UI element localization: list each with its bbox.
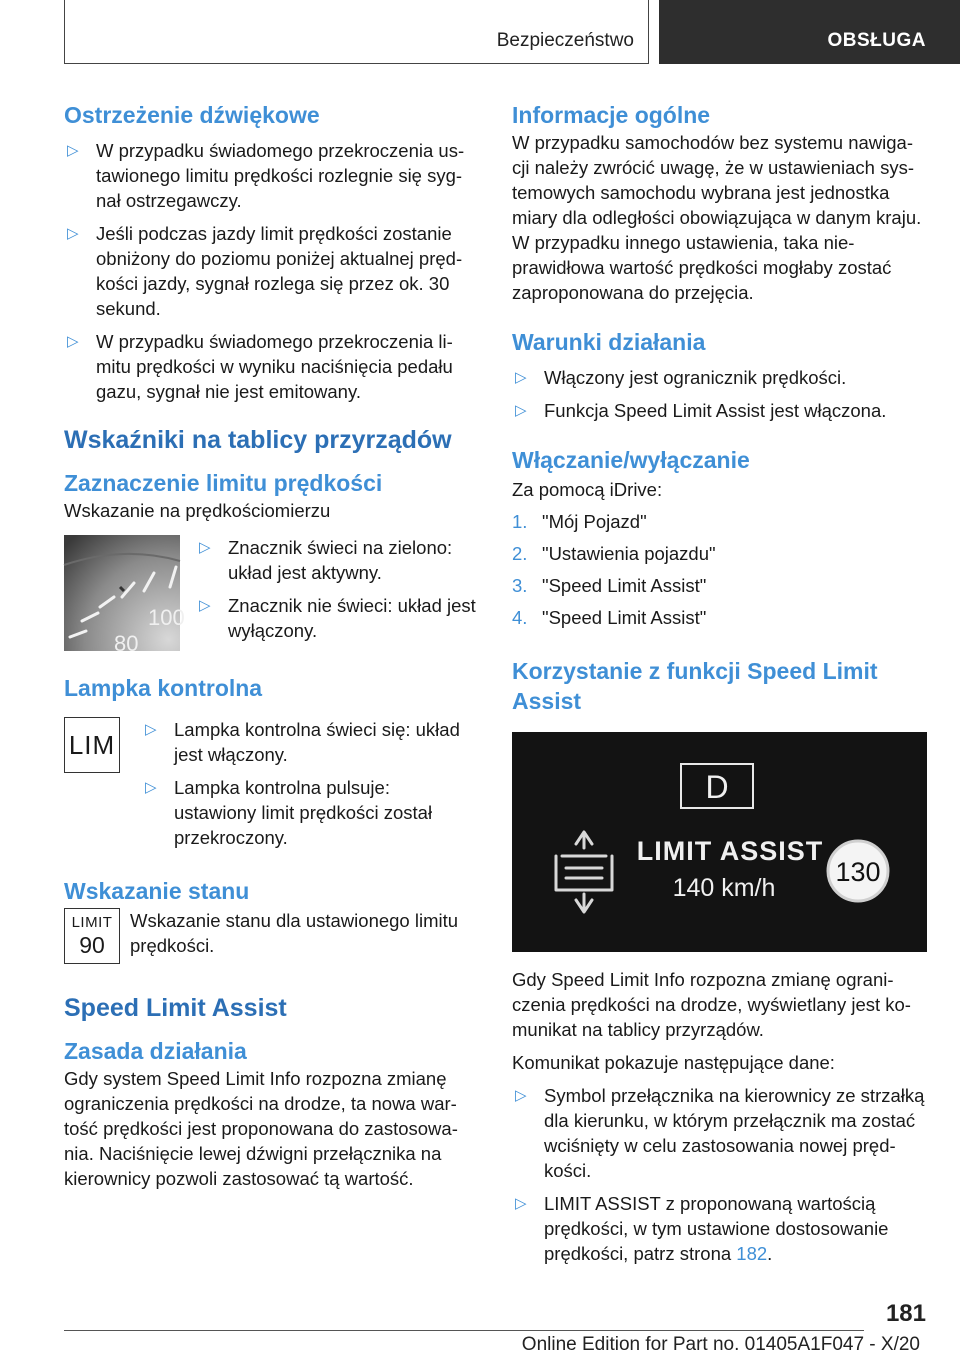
section-indicator-lamp: [64, 673, 476, 850]
section-general-info: [512, 100, 927, 305]
bullet-list: [142, 709, 476, 850]
chapter-heading-indicators: Wskaźniki na tablicy przyrządów: [64, 426, 452, 454]
edition-note: Online Edition for Part no. 01405A1F047 - X/20: [521, 1334, 920, 1355]
list-item: [64, 329, 476, 404]
section-principle: [64, 1036, 476, 1191]
step-text: "Ustawienia pojazdu": [542, 543, 716, 564]
heading: Wskazanie stanu: [64, 878, 250, 904]
section-audible-warning: [64, 100, 476, 404]
speedometer-image: [64, 535, 185, 656]
list-item: [196, 593, 476, 643]
right-column: [512, 100, 927, 1266]
general-text: W przypadku samochodów bez systemu nawiga-cji należy zwrócić uwagę, że w ustawieniach sys-temowych samochodu wybrana jest jednostka miary dla odległości obowiązująca w danym kraju. W przypadku innego ustawienia, taka nie-prawidłowa wartość prędkości mogłaby zostać zaproponowana do przejęcia.: [512, 132, 922, 303]
item-text: Funkcja Speed Limit Assist jest włączona.: [544, 400, 887, 421]
heading: Korzystanie z funkcji Speed Limit Assist: [512, 658, 878, 714]
item-text: Symbol przełącznika na kierownicy ze strzałką dla kierunku, w którym przełącznik ma zostać wciśnięty w celu zastosowania nowej pręd-kości.: [544, 1085, 925, 1181]
heading: Zasada działania: [64, 1038, 247, 1064]
item-text: LIMIT ASSIST z proponowaną wartością prędkości, w tym ustawione dostosowanie prędkości, patrz strona: [544, 1193, 889, 1264]
list-item: [512, 398, 927, 423]
step-item: [512, 509, 927, 534]
item-text: W przypadku świadomego przekroczenia us-tawionego limitu prędkości rozlegnie się syg-nał ostrzegawczy.: [96, 140, 465, 211]
list-item: [512, 365, 927, 390]
heading: Lampka kontrolna: [64, 675, 263, 701]
triangle-bullet-icon: ▷: [67, 333, 79, 350]
item-text-end: .: [767, 1243, 773, 1264]
gear-indicator: D: [705, 769, 729, 805]
instrument-display-image: [512, 732, 927, 952]
list-item: [64, 221, 476, 321]
chapter-heading-speed-limit-assist: Speed Limit Assist: [64, 994, 287, 1022]
description-text: Gdy Speed Limit Info rozpozna zmianę ograni-czenia prędkości na drodze, wyświetlany jest ko-munikat na tablicy przyrządów.: [512, 969, 911, 1040]
principle-text: Gdy system Speed Limit Info rozpozna zmianę ograniczenia prędkości na drodze, ta nowa war-tość prędkości jest proponowana do zastosowa-nia. Naciśnięcie lewej dźwigni przełącznika na kierownicy pozwoli zastosować tą wartość.: [64, 1068, 458, 1189]
item-text: Jeśli podczas jazdy limit prędkości zostanie obniżony do poziomu poniżej aktualnej pręd-kości jazdy, sygnał rozlega się przez ok. 30 sekund.: [96, 223, 463, 319]
limit-assist-label: LIMIT ASSIST: [636, 836, 824, 866]
heading: Informacje ogólne: [512, 102, 711, 128]
item-text: Włączony jest ogranicznik prędkości.: [544, 367, 847, 388]
section-conditions: [512, 327, 927, 423]
triangle-bullet-icon: ▷: [145, 721, 157, 738]
triangle-bullet-icon: ▷: [67, 142, 79, 159]
list-item: [142, 775, 476, 850]
bullet-list: [512, 365, 927, 423]
lim-indicator-icon: LIM: [64, 717, 120, 773]
step-item: [512, 573, 927, 598]
limit-label: LIMIT: [71, 914, 113, 931]
step-number: 4.: [512, 607, 528, 628]
limit-value: 90: [79, 932, 105, 958]
proposed-speed: 140 km/h: [672, 874, 776, 902]
step-text: "Mój Pojazd": [542, 511, 647, 532]
step-item: [512, 541, 927, 566]
section-using-speed-limit-assist: [512, 656, 927, 1266]
message-intro-text: Komunikat pokazuje następujące dane:: [512, 1052, 835, 1073]
triangle-bullet-icon: ▷: [145, 779, 157, 796]
triangle-bullet-icon: ▷: [67, 225, 79, 242]
gauge-label-80: 80: [114, 631, 139, 656]
section-status-display: [64, 876, 476, 964]
header-chapter-box: [659, 0, 960, 64]
item-text: Znacznik świeci na zielono: układ jest aktywny.: [228, 537, 453, 583]
heading: Warunki działania: [512, 329, 706, 355]
step-text: "Speed Limit Assist": [542, 607, 707, 628]
section-speed-limit-marker: [64, 468, 476, 656]
chapter-title: OBSŁUGA: [827, 30, 926, 51]
gauge-label-100: 100: [148, 605, 185, 630]
heading: Zaznaczenie limitu prędkości: [64, 470, 383, 496]
page-reference-link[interactable]: 182: [736, 1243, 768, 1264]
bullet-list: [512, 1083, 927, 1266]
section-on-off: [512, 445, 927, 630]
item-text: Lampka kontrolna pulsuje: ustawiony limit prędkości został przekroczony.: [174, 777, 433, 848]
item-text: Znacznik nie świeci: układ jest wyłączony.: [228, 595, 476, 641]
triangle-bullet-icon: ▷: [515, 369, 527, 386]
list-item: [64, 138, 476, 213]
footer-divider: [64, 1330, 864, 1331]
status-text: Wskazanie stanu dla ustawionego limitu prędkości.: [130, 910, 459, 956]
triangle-bullet-icon: ▷: [199, 539, 211, 556]
intro-text: Za pomocą iDrive:: [512, 479, 663, 500]
triangle-bullet-icon: ▷: [515, 1087, 527, 1104]
list-item: [512, 1191, 927, 1266]
heading: Ostrzeżenie dźwiękowe: [64, 102, 320, 128]
bullet-list: [64, 138, 476, 404]
list-item: [142, 717, 476, 767]
list-item: [196, 535, 476, 585]
step-item: [512, 605, 927, 630]
limit-status-icon: [64, 908, 120, 964]
steps-list: [512, 509, 927, 630]
step-text: "Speed Limit Assist": [542, 575, 707, 596]
item-text: Lampka kontrolna świeci się: układ jest włączony.: [174, 719, 460, 765]
list-item: [512, 1083, 927, 1183]
section-title: Bezpieczeństwo: [496, 30, 634, 51]
page-number: 181: [885, 1300, 926, 1327]
left-column: [64, 100, 476, 1205]
triangle-bullet-icon: ▷: [199, 597, 211, 614]
step-number: 3.: [512, 575, 528, 596]
speed-sign-value: 130: [835, 857, 881, 887]
triangle-bullet-icon: ▷: [515, 1195, 527, 1212]
step-number: 2.: [512, 543, 528, 564]
intro-text: Wskazanie na prędkościomierzu: [64, 500, 331, 521]
item-text: W przypadku świadomego przekroczenia li-mitu prędkości w wyniku naciśnięcia pedału gazu, sygnał nie jest emitowany.: [96, 331, 453, 402]
bullet-list: [196, 527, 476, 643]
heading: Włączanie/wyłączanie: [512, 447, 750, 473]
step-number: 1.: [512, 511, 528, 532]
header-section-box: [64, 0, 649, 64]
triangle-bullet-icon: ▷: [515, 402, 527, 419]
